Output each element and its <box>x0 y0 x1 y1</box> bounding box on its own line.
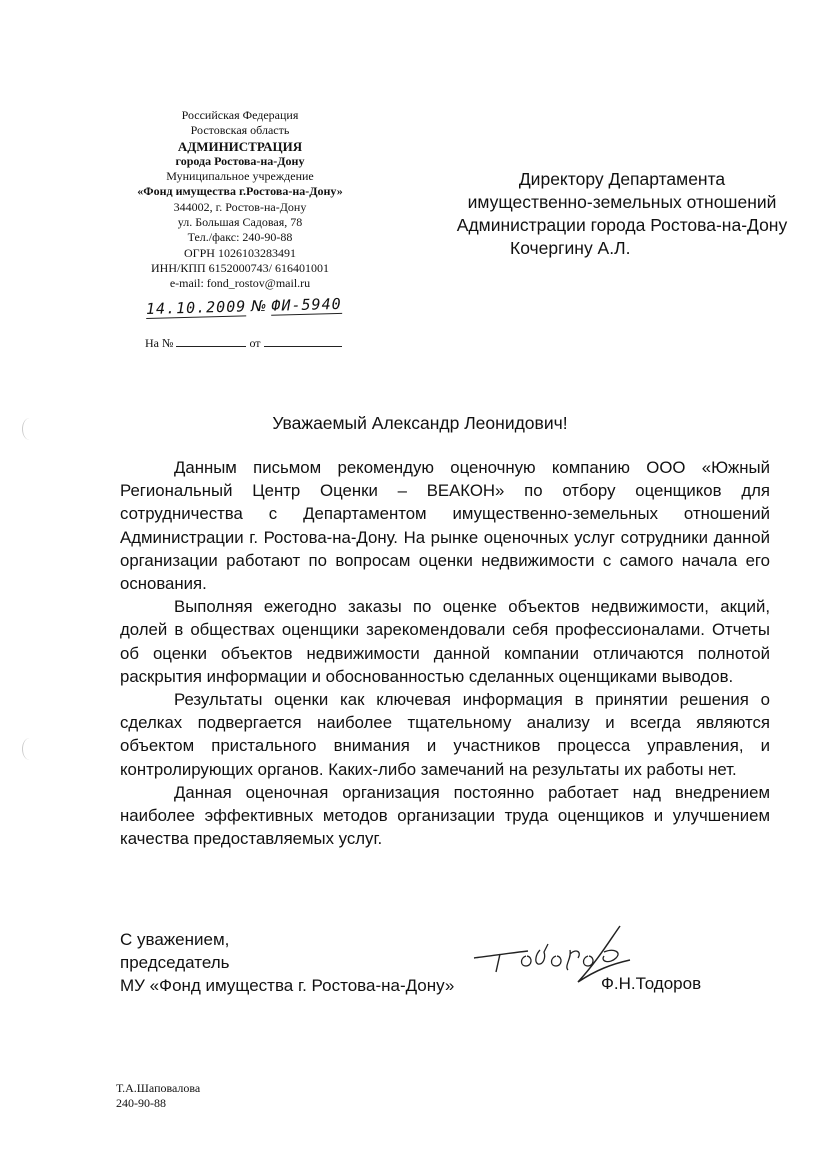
executor-name: Т.А.Шаповалова <box>116 1081 201 1095</box>
sender-street: ул. Большая Садовая, 78 <box>177 215 303 230</box>
sender-inn-kpp: ИНН/КПП 6152000743/ 616401001 <box>150 260 329 275</box>
addressee-line: Администрации города Ростова-на-Дону <box>456 215 788 235</box>
outgoing-number: ФИ-5940 <box>271 294 342 315</box>
outgoing-date: 14.10.2009 <box>145 297 247 318</box>
addressee-line: имущественно-земельных отношений <box>467 192 777 212</box>
reference-number-label: На № <box>145 336 174 350</box>
body-paragraph: Выполняя ежегодно заказы по оценке объектов недвижимости, акций, долей в обществах оценщики зарекомендовали себя профессионалами. Отчеты об оценки объектов недвижимости данной компании отличаются полнотой раскрытия информации и обоснованностью сделанных оценщиками выводов. <box>120 597 770 686</box>
sender-letterhead <box>100 108 380 292</box>
handwritten-signature <box>470 920 650 1010</box>
reference-from-label: от <box>249 336 261 350</box>
punch-hole-mark <box>22 738 37 760</box>
salutation: Уважаемый Александр Леонидович! <box>272 413 568 433</box>
sender-phone: Тел./факс: 240-90-88 <box>187 230 293 245</box>
sender-region: Ростовская область <box>190 123 290 138</box>
sender-email: e-mail: fond_rostov@mail.ru <box>169 276 311 291</box>
executor-phone: 240-90-88 <box>116 1096 166 1110</box>
addressee-line: Директору Департамента <box>518 169 726 189</box>
letter-body <box>120 456 770 850</box>
sender-postal-address: 344002, г. Ростов-на-Дону <box>173 199 307 214</box>
sender-administration: АДМИНИСТРАЦИЯ <box>177 138 303 154</box>
body-paragraph: Результаты оценки как ключевая информация в принятии решения о сделках подвергается наиболее тщательному анализу и всегда являются объектом пристального внимания и участников процесса управления, и контролирующих органов. Каких-либо замечаний на результаты их работы нет. <box>120 690 770 779</box>
executor-block <box>116 1081 200 1111</box>
sender-country: Российская Федерация <box>181 108 299 122</box>
punch-hole-mark <box>22 418 37 440</box>
outgoing-number-label: № <box>250 296 267 316</box>
closing-organization: МУ «Фонд имущества г. Ростова-на-Дону» <box>120 976 455 995</box>
reference-number-blank <box>176 336 246 347</box>
closing-block <box>120 928 454 997</box>
closing-regards: С уважением, <box>120 930 230 949</box>
outgoing-number-line <box>146 295 342 319</box>
closing-position: председатель <box>120 953 230 972</box>
signer-name: Ф.Н.Тодоров <box>601 974 702 993</box>
sender-city: города Ростова-на-Дону <box>175 153 305 168</box>
body-paragraph: Данная оценочная организация постоянно работает над внедрением наиболее эффективных методов организации труда оценщиков и улучшением качества предоставляемых услуг. <box>120 782 770 849</box>
sender-institution-type: Муниципальное учреждение <box>166 169 314 184</box>
addressee-name: Кочергину А.Л. <box>510 238 631 258</box>
sender-institution-name: «Фонд имущества г.Ростова-на-Дону» <box>137 184 343 199</box>
reference-date-blank <box>264 336 342 347</box>
sender-ogrn: ОГРН 1026103283491 <box>184 245 296 260</box>
addressee-block <box>452 168 792 260</box>
body-paragraph: Данным письмом рекомендую оценочную компанию ООО «Южный Региональный Центр Оценки – ВЕАКОН» по отбору оценщиков для сотрудничества с Департаментом имущественно-земельных отношений Администрации г. Ростова-на-Дону. На рынке оценочных услуг сотрудники данной организации работают по вопросам оценки недвижимости с самого начала его основания. <box>120 458 770 594</box>
reference-line <box>145 336 342 351</box>
